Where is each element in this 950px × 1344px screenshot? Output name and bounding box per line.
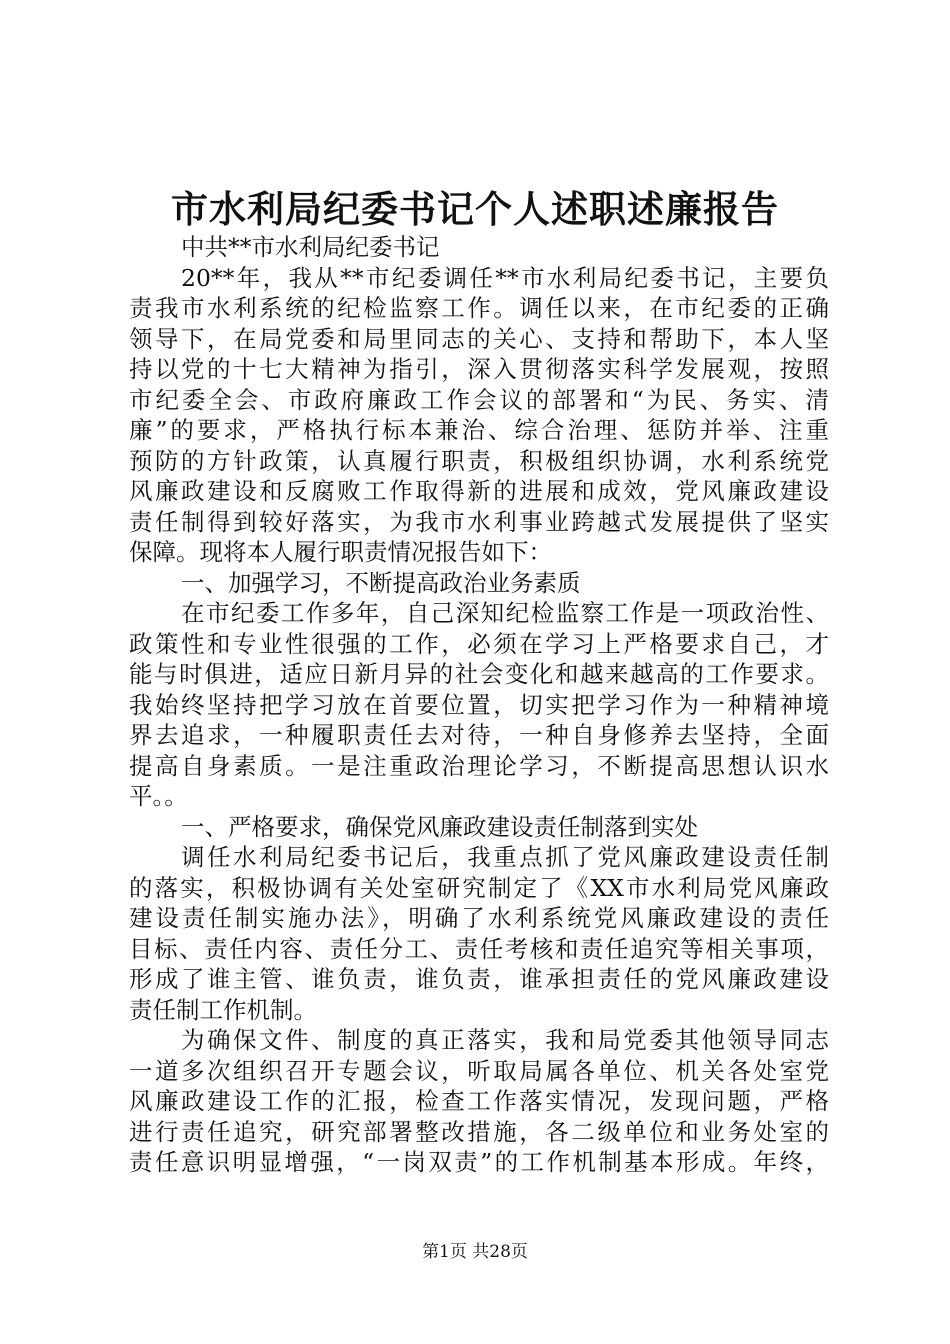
document-body bbox=[129, 232, 829, 1178]
paragraph-line: 形成了谁主管、谁负责，谁负责，谁承担责任的党风廉政建设 bbox=[129, 965, 829, 993]
paragraph-line: 政策性和专业性很强的工作，必须在学习上严格要求自己，才 bbox=[129, 629, 829, 658]
paragraph-line: 我始终坚持把学习放在首要位置，切实把学习作为一种精神境 bbox=[129, 690, 829, 719]
paragraph-line: 为确保文件、制度的真正落实，我和局党委其他领导同志 bbox=[181, 1026, 829, 1054]
paragraph-line: 廉”的要求，严格执行标本兼治、综合治理、惩防并举、注重 bbox=[129, 416, 829, 444]
paragraph-line: 责任制工作机制。 bbox=[129, 995, 317, 1024]
paragraph-line: 责任意识明显增强，“一岗双责”的工作机制基本形成。年终， bbox=[129, 1148, 829, 1176]
paragraph-line: 责任制得到较好落实，为我市水利事业跨越式发展提供了坚实 bbox=[129, 507, 829, 536]
paragraph-line: 的落实，积极协调有关处室研究制定了《XX市水利局党风廉政 bbox=[129, 873, 829, 902]
paragraph-line: 能与时俱进，适应日新月异的社会变化和越来越高的工作要求。 bbox=[129, 660, 829, 688]
paragraph-line: 建设责任制实施办法》，明确了水利系统党风廉政建设的责任 bbox=[129, 904, 829, 932]
paragraph-line: 一道多次组织召开专题会议，听取局属各单位、机关各处室党 bbox=[129, 1056, 829, 1085]
paragraph-line: 调任水利局纪委书记后，我重点抓了党风廉政建设责任制 bbox=[181, 843, 829, 871]
paragraph-line: 持以党的十七大精神为指引，深入贯彻落实科学发展观，按照 bbox=[129, 355, 829, 383]
paragraph-line: 在市纪委工作多年，自己深知纪检监察工作是一项政治性、 bbox=[181, 599, 829, 627]
paragraph-line: 提高自身素质。一是注重政治理论学习，不断提高思想认识水 bbox=[129, 751, 829, 780]
paragraph-line: 风廉政建设和反腐败工作取得新的进展和成效，党风廉政建设 bbox=[129, 477, 829, 505]
section-heading: 一、严格要求，确保党风廉政建设责任制落到实处 bbox=[181, 812, 698, 841]
paragraph-line: 目标、责任内容、责任分工、责任考核和责任追究等相关事项， bbox=[129, 934, 829, 963]
paragraph-line: 进行责任追究，研究部署整改措施，各二级单位和业务处室的 bbox=[129, 1117, 829, 1146]
page-number-footer: 第1页 共28页 bbox=[422, 1242, 528, 1262]
document-title: 市水利局纪委书记个人述职述廉报告 bbox=[171, 187, 779, 231]
paragraph-line: 平。。 bbox=[129, 782, 188, 810]
paragraph-line: 风廉政建设工作的汇报，检查工作落实情况，发现问题，严格 bbox=[129, 1087, 829, 1115]
author-line: 中共**市水利局纪委书记 bbox=[181, 233, 440, 261]
paragraph-line: 界去追求，一种履职责任去对待，一种自身修养去坚持，全面 bbox=[129, 721, 829, 749]
paragraph-line: 预防的方针政策，认真履行职责，积极组织协调，水利系统党 bbox=[129, 446, 829, 475]
section-heading: 一、加强学习，不断提高政治业务素质 bbox=[181, 568, 581, 597]
paragraph-line: 保障。现将本人履行职责情况报告如下： bbox=[129, 538, 552, 566]
paragraph-line: 市纪委全会、市政府廉政工作会议的部署和“为民、务实、清 bbox=[129, 385, 829, 414]
paragraph-line: 责我市水利系统的纪检监察工作。调任以来，在市纪委的正确 bbox=[129, 294, 829, 322]
paragraph-line: 20**年，我从**市纪委调任**市水利局纪委书记，主要负 bbox=[181, 263, 829, 292]
paragraph-line: 领导下，在局党委和局里同志的关心、支持和帮助下，本人坚 bbox=[129, 324, 829, 353]
